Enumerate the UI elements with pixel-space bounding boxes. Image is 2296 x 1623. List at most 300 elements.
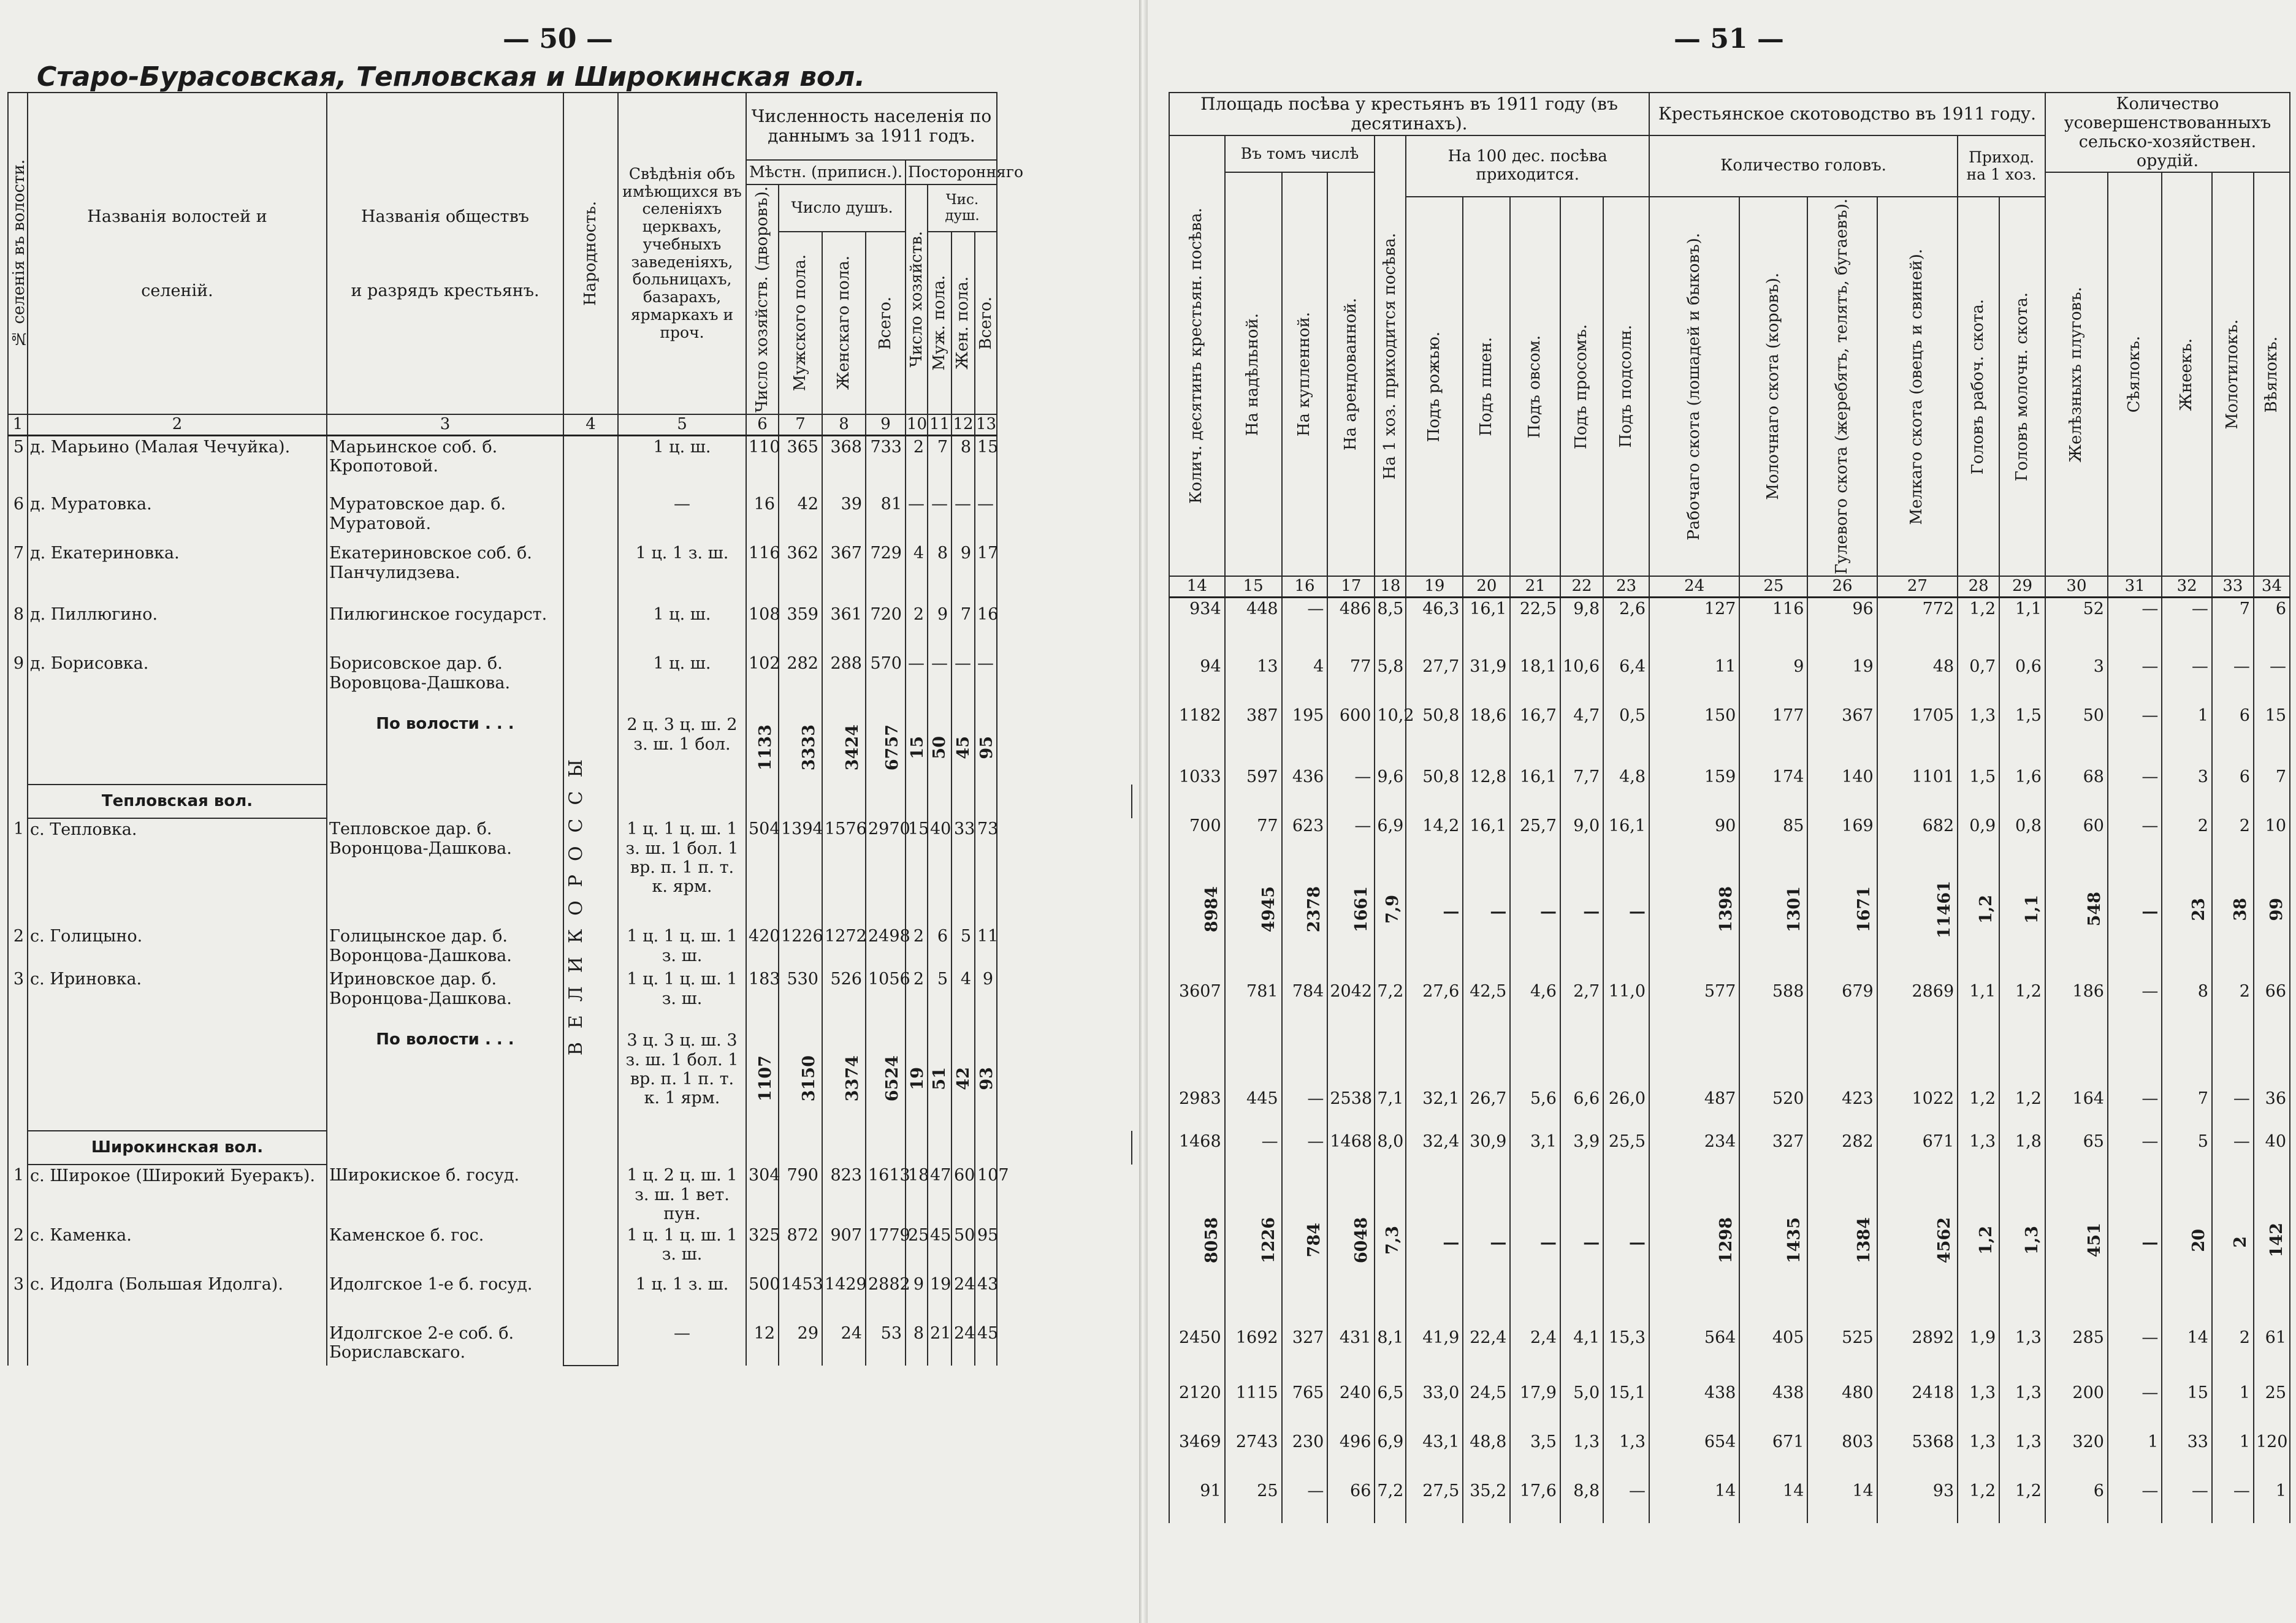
row-value: 18: [906, 1165, 928, 1224]
row-value: 525: [1807, 1327, 1877, 1382]
row-value: [1739, 947, 1807, 981]
row-value: 21: [928, 1323, 952, 1366]
row-value: 14: [1649, 1480, 1739, 1523]
row-value: 0,6: [1999, 656, 2045, 705]
row-village: с. Идолга (Большая Идолга).: [28, 1274, 327, 1323]
row-value: 1429: [822, 1274, 866, 1323]
table-row: [8, 435, 1132, 493]
row-society: Идолгское 1-е б. госуд.: [327, 1274, 563, 1323]
row-no: 2: [8, 1225, 28, 1274]
row-value: 1,1: [1999, 598, 2045, 656]
col-header-local: Мѣстн. (приписн.).: [749, 162, 902, 181]
row-value: [1649, 876, 1739, 947]
row-value: 438: [1739, 1382, 1807, 1431]
row-value: 81: [866, 493, 906, 542]
row-value: [1225, 1293, 1282, 1327]
row-value: 1,3: [1958, 705, 1999, 766]
row-value: [1327, 1192, 1375, 1293]
row-value: 1,3: [1958, 1131, 1999, 1192]
row-value: 682: [1877, 815, 1958, 876]
row-value: 40: [2254, 1131, 2290, 1192]
table-row: [1169, 766, 2290, 815]
row-value: 671: [1877, 1131, 1958, 1192]
column-number: 6: [746, 414, 779, 435]
row-value-text: 15: [908, 735, 927, 759]
row-value: 2: [906, 604, 928, 653]
row-value: [1807, 876, 1877, 947]
row-value: 16: [746, 493, 779, 542]
row-value: 1468: [1169, 1131, 1225, 1192]
row-value: [1225, 876, 1282, 947]
col-header-no: № селенія въ волости.: [10, 159, 28, 348]
row-value: [1375, 1293, 1406, 1327]
row-value: [1510, 1293, 1560, 1327]
row-society: По волости . . .: [327, 714, 563, 785]
row-institutions: 1 ц. 1 ц. ш. 1 з. ш. 1 бол. 1 вр. п. 1 п. т. к. ярм.: [618, 818, 746, 926]
row-value: 110: [746, 435, 779, 493]
table-row: [1169, 656, 2290, 705]
row-value: —: [1560, 1192, 1603, 1293]
row-value: 77: [1225, 815, 1282, 876]
row-no: 8: [8, 604, 28, 653]
row-value: 32,4: [1406, 1131, 1463, 1192]
row-value-text: 99: [2267, 897, 2286, 921]
row-value: 9,8: [1560, 598, 1603, 656]
row-no: 2: [8, 926, 28, 968]
row-society: Тепловское дар. б. Воронцова-Дашкова.: [327, 818, 563, 926]
row-village: с. Каменка.: [28, 1225, 327, 1274]
row-value: 30,9: [1463, 1131, 1510, 1192]
row-value: —: [1282, 1131, 1328, 1192]
row-value: 500: [746, 1274, 779, 1323]
row-value: 6: [2254, 598, 2290, 656]
row-value: [1807, 1293, 1877, 1327]
row-value: —: [2108, 1327, 2162, 1382]
row-value: 16,1: [1603, 815, 1649, 876]
col-header-total: Всего.: [875, 296, 894, 350]
column-number: 5: [618, 414, 746, 435]
row-no: 7: [8, 542, 28, 604]
row-value: 325: [746, 1225, 779, 1274]
row-value: 102: [746, 653, 779, 714]
row-value: [2045, 876, 2108, 947]
row-value: 588: [1739, 981, 1807, 1088]
row-value: [1958, 876, 1999, 947]
col-header-livestock: Крестьянское скотоводство въ 1911 году.: [1658, 104, 2037, 124]
row-value: 42,5: [1463, 981, 1510, 1088]
row-value-text: 51: [930, 1066, 949, 1090]
row-value: [1375, 1192, 1406, 1293]
row-value: 10,2: [1375, 705, 1406, 766]
table-row: [1169, 705, 2290, 766]
row-value-text: 8058: [1202, 1217, 1221, 1264]
row-village: д. Пиллюгино.: [28, 604, 327, 653]
row-value: 504: [746, 818, 779, 926]
column-number: 18: [1375, 576, 1406, 597]
row-value: [779, 1030, 822, 1131]
row-value: 7: [2162, 1088, 2212, 1131]
row-value: 68: [2045, 766, 2108, 815]
row-value: [1510, 947, 1560, 981]
row-value: 29: [779, 1323, 822, 1366]
row-value: [866, 785, 906, 818]
right-table: [1169, 92, 2290, 1523]
row-value: 18,6: [1463, 705, 1510, 766]
column-number: 10: [906, 414, 928, 435]
row-value: 2743: [1225, 1431, 1282, 1480]
row-value: —: [1406, 876, 1463, 947]
column-number: 7: [779, 414, 822, 435]
volost-title: Широкинская вол.: [28, 1131, 327, 1165]
row-value: 623: [1282, 815, 1328, 876]
row-value: [2212, 947, 2254, 981]
row-value: 50,8: [1406, 766, 1463, 815]
row-value: 1,2: [1958, 1088, 1999, 1131]
row-value: 361: [822, 604, 866, 653]
row-value: [906, 1131, 928, 1165]
row-value: [928, 714, 952, 785]
row-value: [822, 1030, 866, 1131]
row-value: [2254, 947, 2290, 981]
row-value: 907: [822, 1225, 866, 1274]
row-value: 2498: [866, 926, 906, 968]
row-value: 25,5: [1603, 1131, 1649, 1192]
row-value: 10,6: [1560, 656, 1603, 705]
column-number: 2: [28, 414, 327, 435]
row-value: 1: [2162, 705, 2212, 766]
row-value: 45: [928, 1225, 952, 1274]
row-value: 66: [2254, 981, 2290, 1088]
row-value: —: [1603, 1192, 1649, 1293]
row-value: [1999, 1293, 2045, 1327]
column-number: 25: [1739, 576, 1807, 597]
row-value-text: 19: [908, 1066, 927, 1090]
row-value: 6,9: [1375, 815, 1406, 876]
row-value: 48: [1877, 656, 1958, 705]
row-value: 4,8: [1603, 766, 1649, 815]
row-society: Пилюгинское государст.: [327, 604, 563, 653]
col-header-rye: Подъ рожью.: [1424, 331, 1443, 442]
row-value: 0,7: [1958, 656, 1999, 705]
col-header-out-households: Число хозяйств.: [907, 231, 926, 368]
row-value: 4,1: [1560, 1327, 1603, 1382]
row-society: Идолгское 2-е соб. б. Бориславскаго.: [327, 1323, 563, 1366]
row-institutions: 1 ц. 1 ц. ш. 1 з. ш.: [618, 968, 746, 1030]
column-number: 34: [2254, 576, 2290, 597]
row-value: 304: [746, 1165, 779, 1224]
row-value-text: 7,9: [1383, 895, 1403, 924]
row-value: 234: [1649, 1131, 1739, 1192]
row-value: 14,2: [1406, 815, 1463, 876]
row-value: 1,2: [1958, 598, 1999, 656]
row-value: —: [1282, 1480, 1328, 1523]
row-value-text: 4562: [1935, 1217, 1955, 1264]
row-value: 45: [975, 1323, 997, 1366]
row-institutions: 1 ц. ш.: [618, 435, 746, 493]
row-value: 1182: [1169, 705, 1225, 766]
row-value: —: [1406, 1192, 1463, 1293]
row-village: [28, 1323, 327, 1366]
row-value: 1,6: [1999, 766, 2045, 815]
row-value: 1453: [779, 1274, 822, 1323]
row-value: 11: [975, 926, 997, 968]
row-value: 50: [952, 1225, 975, 1274]
col-header-village-bottom: селеній.: [141, 281, 213, 300]
row-institutions: 2 ц. 3 ц. ш. 2 з. ш. 1 бол.: [618, 714, 746, 785]
row-value: [1463, 947, 1510, 981]
row-value: —: [928, 493, 952, 542]
row-value: 16,1: [1463, 815, 1510, 876]
row-value-text: 142: [2267, 1223, 2286, 1258]
row-value: 95: [975, 1225, 997, 1274]
row-value: 230: [1282, 1431, 1328, 1480]
row-value: 60: [952, 1165, 975, 1224]
row-value: 438: [1649, 1382, 1739, 1431]
row-value: 1692: [1225, 1327, 1282, 1382]
row-value: 169: [1807, 815, 1877, 876]
row-value: 4,7: [1560, 705, 1603, 766]
row-value: [1169, 947, 1225, 981]
page-number: — 50 —: [503, 23, 613, 55]
row-value: [952, 1030, 975, 1131]
row-value: —: [1463, 1192, 1510, 1293]
row-value: 8: [952, 435, 975, 493]
row-village: с. Ириновка.: [28, 968, 327, 1030]
row-value: 2: [906, 435, 928, 493]
row-value: 7,1: [1375, 1088, 1406, 1131]
row-value: [928, 785, 952, 818]
column-number-row: [1169, 576, 2290, 597]
row-value: 27,7: [1406, 656, 1463, 705]
row-value: 15: [975, 435, 997, 493]
row-value: —: [906, 653, 928, 714]
row-value: —: [1603, 1480, 1649, 1523]
row-value: 52: [2045, 598, 2108, 656]
row-value-text: 1,3: [2022, 1226, 2042, 1255]
row-value: —: [906, 493, 928, 542]
col-header-winnowers: Вѣялокъ.: [2262, 336, 2281, 412]
row-value: 8,8: [1560, 1480, 1603, 1523]
row-value: 4: [906, 542, 928, 604]
row-society: [327, 1131, 563, 1165]
left-page: [0, 0, 1139, 1623]
row-value-text: 50: [930, 735, 949, 759]
row-value-text: 3333: [799, 724, 818, 771]
row-value: 803: [1807, 1431, 1877, 1480]
row-village: д. Борисовка.: [28, 653, 327, 714]
row-value: 720: [866, 604, 906, 653]
row-value: [1327, 876, 1375, 947]
row-value: —: [2108, 1088, 2162, 1131]
row-value: 520: [1739, 1088, 1807, 1131]
row-value: [1877, 1293, 1958, 1327]
row-value: 365: [779, 435, 822, 493]
row-value: [952, 714, 975, 785]
row-value: 772: [1877, 598, 1958, 656]
row-value: 177: [1739, 705, 1807, 766]
row-value: 12: [746, 1323, 779, 1366]
row-village: д. Муратовка.: [28, 493, 327, 542]
row-value: 387: [1225, 705, 1282, 766]
col-header-allotment: На надѣльной.: [1243, 313, 1262, 436]
left-table: [7, 92, 1132, 1366]
row-value: [779, 1131, 822, 1165]
row-value: 33: [2162, 1431, 2212, 1480]
row-value: 14: [2162, 1327, 2212, 1382]
row-value: —: [1510, 1192, 1560, 1293]
row-value: 8,5: [1375, 598, 1406, 656]
row-value: 1,8: [1999, 1131, 2045, 1192]
row-value: 5,0: [1560, 1382, 1603, 1431]
row-value: 288: [822, 653, 866, 714]
row-value: 1,2: [1999, 1088, 2045, 1131]
row-value: [1649, 947, 1739, 981]
row-value: 17,6: [1510, 1480, 1560, 1523]
row-info: [746, 1131, 779, 1165]
column-number-row: [8, 414, 1132, 435]
row-value: [866, 714, 906, 785]
row-value: —: [952, 653, 975, 714]
spacer-row: [1169, 1293, 2290, 1327]
row-value: 1,3: [1560, 1431, 1603, 1480]
row-value: 19: [1807, 656, 1877, 705]
row-value: —: [1463, 876, 1510, 947]
column-number: 22: [1560, 576, 1603, 597]
column-number: 20: [1463, 576, 1510, 597]
row-value: [1225, 947, 1282, 981]
row-value: 420: [746, 926, 779, 968]
row-value: 200: [2045, 1382, 2108, 1431]
row-value: 1,5: [1999, 705, 2045, 766]
row-village: с. Тепловка.: [28, 818, 327, 926]
row-value: 50,8: [1406, 705, 1463, 766]
row-value: 14: [1807, 1480, 1877, 1523]
row-value: [1282, 876, 1328, 947]
row-value: 6: [2212, 705, 2254, 766]
row-value: [952, 1131, 975, 1165]
row-value: 12,8: [1463, 766, 1510, 815]
row-value: 4: [1282, 656, 1328, 705]
row-value: [1807, 1192, 1877, 1293]
row-value: 2120: [1169, 1382, 1225, 1431]
column-number: 33: [2212, 576, 2254, 597]
row-institutions: 1 ц. 1 ц. ш. 1 з. ш.: [618, 1225, 746, 1274]
row-value: 186: [2045, 981, 2108, 1088]
row-value: 327: [1282, 1327, 1328, 1382]
col-header-heads: Количество головъ.: [1720, 156, 1886, 175]
row-value-text: 23: [2189, 897, 2208, 921]
row-institutions: —: [618, 493, 746, 542]
row-value: —: [2108, 766, 2162, 815]
row-value: [866, 1131, 906, 1165]
row-value: —: [2162, 656, 2212, 705]
row-value: [2045, 947, 2108, 981]
row-value: [2162, 947, 2212, 981]
row-value: 9: [952, 542, 975, 604]
row-value: 10: [2254, 815, 2290, 876]
row-value: 423: [1807, 1088, 1877, 1131]
row-value: 1101: [1877, 766, 1958, 815]
row-value: 8,0: [1375, 1131, 1406, 1192]
row-value: 15: [906, 818, 928, 926]
row-value: [1649, 1293, 1739, 1327]
row-value: 116: [746, 542, 779, 604]
row-value: 9: [906, 1274, 928, 1323]
row-value: 4: [952, 968, 975, 1030]
row-village: [28, 714, 327, 785]
col-header-young: Гулевого скота (жеребятъ, телятъ, бугаевъ).: [1833, 199, 1852, 575]
col-header-rented: На арендованной.: [1341, 298, 1360, 451]
column-number: 24: [1649, 576, 1739, 597]
row-value: 8: [928, 542, 952, 604]
row-value: 282: [779, 653, 822, 714]
column-number: 14: [1169, 576, 1225, 597]
row-value: [2045, 1293, 2108, 1327]
row-value: 32,1: [1406, 1088, 1463, 1131]
row-value: 107: [975, 1165, 997, 1224]
row-value: 1,5: [1958, 766, 1999, 815]
row-value: [1999, 876, 2045, 947]
row-value: 1,3: [1958, 1431, 1999, 1480]
row-value: [1327, 1293, 1375, 1327]
row-value: 1,3: [1603, 1431, 1649, 1480]
column-number: 16: [1282, 576, 1328, 597]
row-value: —: [1225, 1131, 1282, 1192]
row-value: 22,4: [1463, 1327, 1510, 1382]
row-value: [975, 785, 997, 818]
row-value: —: [2108, 1192, 2162, 1293]
row-value: 2983: [1169, 1088, 1225, 1131]
row-value: 597: [1225, 766, 1282, 815]
row-value: 94: [1169, 656, 1225, 705]
row-value: 25: [906, 1225, 928, 1274]
row-value: 1468: [1327, 1131, 1375, 1192]
col-header-institutions: Свѣдѣнія объ имѣющихся въ селеніяхъ церквахъ, учебныхъ заведеніяхъ, больницахъ, базарахъ, ярмаркахъ и проч.: [622, 164, 742, 341]
row-value: 66: [1327, 1480, 1375, 1523]
row-value: 96: [1807, 598, 1877, 656]
col-header-village-top: Названія волостей и: [87, 207, 267, 226]
col-header-female: Женскаго пола.: [834, 256, 853, 390]
col-header-souls: Число душъ.: [791, 198, 893, 216]
row-value: [1169, 876, 1225, 947]
row-value: 327: [1739, 1131, 1807, 1192]
row-value: 1: [2212, 1382, 2254, 1431]
page-heading: Старо-Бурасовская, Тепловская и Широкинская вол.: [37, 61, 866, 93]
table-row: [1169, 1480, 2290, 1523]
row-value: 436: [1282, 766, 1328, 815]
row-value: —: [2212, 1131, 2254, 1192]
table-row: [1169, 598, 2290, 656]
row-value: 85: [1739, 815, 1807, 876]
row-value: 6,6: [1560, 1088, 1603, 1131]
row-value: 108: [746, 604, 779, 653]
col-header-per1-working: Головъ рабоч. скота.: [1969, 298, 1988, 474]
row-value: [1375, 947, 1406, 981]
row-value: [1877, 1192, 1958, 1293]
row-value: 50: [2045, 705, 2108, 766]
row-value: 6: [2212, 766, 2254, 815]
row-value: 41,9: [1406, 1327, 1463, 1382]
row-value: 183: [746, 968, 779, 1030]
row-value: 240: [1327, 1382, 1375, 1431]
row-value: 1,3: [1958, 1382, 1999, 1431]
row-value: 3,5: [1510, 1431, 1560, 1480]
table-row: [1169, 1088, 2290, 1131]
col-header-seeders: Сѣялокъ.: [2125, 336, 2144, 413]
row-value: 872: [779, 1225, 822, 1274]
row-value: 7,2: [1375, 981, 1406, 1088]
row-value-text: 1,1: [2022, 895, 2042, 924]
